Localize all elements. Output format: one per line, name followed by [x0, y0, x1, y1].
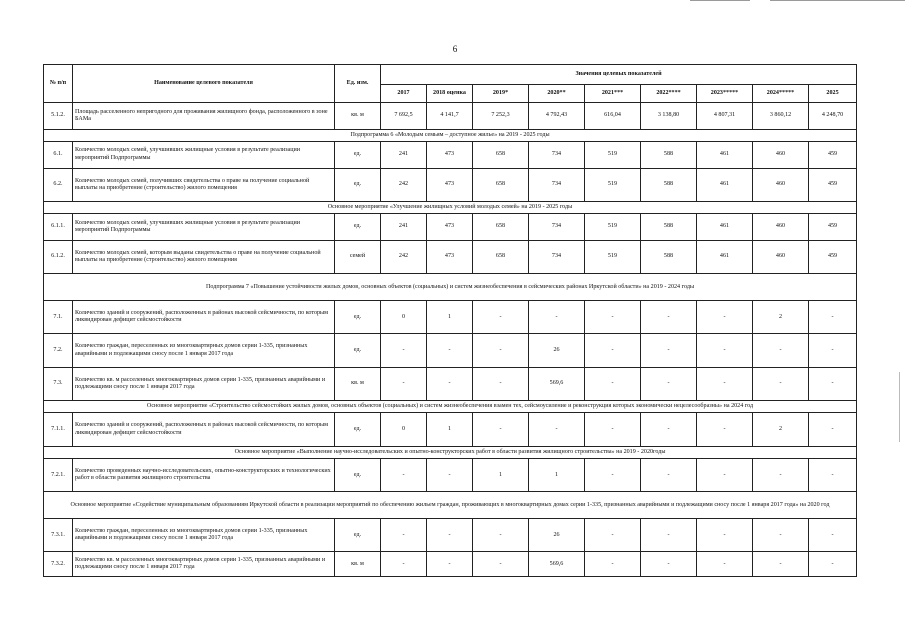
value-cell: 519	[585, 240, 641, 273]
value-cell: 616,04	[585, 103, 641, 130]
value-cell: 242	[381, 168, 427, 201]
value-cell: 461	[697, 214, 753, 241]
page-number: 6	[452, 44, 458, 54]
value-cell: -	[641, 301, 697, 334]
value-cell: -	[473, 301, 529, 334]
value-cell: 658	[473, 141, 529, 168]
subprogram-row	[44, 129, 857, 141]
value-cell: -	[473, 334, 529, 367]
row-number: 7.3.	[44, 367, 73, 400]
unit-cell: ед.	[335, 168, 381, 201]
value-cell: 734	[529, 214, 585, 241]
indicator-name: Количество молодых семей, которым выданы свидетельства о праве на получение социальной выплаты на приобретение (строительство) жилого помещения	[73, 240, 335, 273]
value-cell: 461	[697, 168, 753, 201]
header-year: 2025	[809, 85, 857, 103]
value-cell: 459	[809, 168, 857, 201]
table-row	[44, 214, 857, 241]
value-cell: 461	[697, 141, 753, 168]
value-cell: -	[753, 367, 809, 400]
table-row	[44, 240, 857, 273]
unit-cell: ед.	[335, 519, 381, 552]
page-top-edge	[690, 0, 750, 1]
activity-row	[44, 202, 857, 214]
value-cell: 588	[641, 141, 697, 168]
activity-row	[44, 492, 857, 519]
indicator-name: Площадь расселенного непригодного для проживания жилищного фонда, расположенного в зоне БАМа	[73, 103, 335, 130]
value-cell: -	[809, 519, 857, 552]
header-values-group: Значения целевых показателей	[381, 65, 857, 85]
value-cell: 473	[427, 141, 473, 168]
indicator-name: Количество зданий и сооружений, расположенных в районах высокой сейсмичности, по которым ликвидирован дефицит сейсмостойкости	[73, 301, 335, 334]
header-unit: Ед. изм.	[335, 65, 381, 103]
value-cell: -	[473, 367, 529, 400]
value-cell: -	[697, 519, 753, 552]
value-cell: 734	[529, 240, 585, 273]
table-row	[44, 141, 857, 168]
value-cell: -	[641, 413, 697, 446]
value-cell: 1	[529, 459, 585, 492]
indicator-name: Количество кв. м расселенных многоквартирных домов серии 1-335, признанных аварийными и подлежащими сносу после 1 января 2017 года	[73, 367, 335, 400]
value-cell: 3 138,80	[641, 103, 697, 130]
value-cell: -	[427, 519, 473, 552]
row-number: 6.1.1.	[44, 214, 73, 241]
value-cell: 241	[381, 141, 427, 168]
value-cell: 459	[809, 214, 857, 241]
table-row	[44, 519, 857, 552]
row-number: 5.1.2.	[44, 103, 73, 130]
page-top-edge	[770, 0, 905, 1]
value-cell: 734	[529, 141, 585, 168]
table-row	[44, 367, 857, 400]
table-row	[44, 168, 857, 201]
row-number: 7.1.	[44, 301, 73, 334]
value-cell: 569,6	[529, 552, 585, 577]
value-cell: 3 860,12	[753, 103, 809, 130]
unit-cell: кв. м	[335, 552, 381, 577]
value-cell: 460	[753, 214, 809, 241]
indicator-name: Количество кв. м расселенных многоквартирных домов серии 1-335, признанных аварийными и подлежащими сносу после 1 января 2017 года	[73, 552, 335, 577]
indicator-name: Количество проведенных научно-исследовательских, опытно-конструкторских и технологических работ в области развития жилищного строительства	[73, 459, 335, 492]
value-cell: 4 248,70	[809, 103, 857, 130]
value-cell: 519	[585, 141, 641, 168]
row-number: 7.1.1.	[44, 413, 73, 446]
value-cell: -	[381, 459, 427, 492]
value-cell: -	[427, 367, 473, 400]
activity-row	[44, 446, 857, 458]
value-cell: -	[697, 413, 753, 446]
value-cell: -	[697, 334, 753, 367]
value-cell: 473	[427, 214, 473, 241]
value-cell: -	[697, 301, 753, 334]
value-cell: 658	[473, 240, 529, 273]
unit-cell: семей	[335, 240, 381, 273]
row-number: 6.1.2.	[44, 240, 73, 273]
target-indicators-table	[43, 64, 857, 577]
table-row	[44, 413, 857, 446]
value-cell: -	[641, 367, 697, 400]
header-year: 2018 оценка	[427, 85, 473, 103]
value-cell: -	[753, 459, 809, 492]
value-cell: 658	[473, 214, 529, 241]
value-cell: 658	[473, 168, 529, 201]
value-cell: 26	[529, 519, 585, 552]
value-cell: 460	[753, 168, 809, 201]
subprogram-title: Подпрограмма 6 «Молодым семьям – доступное жилье» на 2019 - 2025 годы	[44, 129, 857, 141]
value-cell: -	[753, 552, 809, 577]
value-cell: 460	[753, 240, 809, 273]
table-row	[44, 103, 857, 130]
header-year: 2023*****	[697, 85, 753, 103]
value-cell: 0	[381, 301, 427, 334]
value-cell: 734	[529, 168, 585, 201]
value-cell: 4 792,43	[529, 103, 585, 130]
value-cell: -	[809, 367, 857, 400]
value-cell: -	[427, 552, 473, 577]
row-number: 6.1.	[44, 141, 73, 168]
activity-title: Основное мероприятие «Улучшение жилищных условий молодых семей» на 2019 - 2025 годы	[44, 202, 857, 214]
row-number: 6.2.	[44, 168, 73, 201]
value-cell: 519	[585, 214, 641, 241]
activity-title: Основное мероприятие «Содействие муниципальным образованиям Иркутской области в реализации мероприятий по обеспечению жильем граждан, проживающих в многоквартирных домах серии 1-335, признанных аварийными и подлежащими сносу после 1 января 2017 года» на 2020 год	[44, 492, 857, 519]
value-cell: -	[809, 334, 857, 367]
header-year: 2017	[381, 85, 427, 103]
value-cell: -	[641, 334, 697, 367]
value-cell: -	[529, 301, 585, 334]
value-cell: -	[809, 301, 857, 334]
value-cell: 241	[381, 214, 427, 241]
unit-cell: ед.	[335, 413, 381, 446]
value-cell: -	[529, 413, 585, 446]
value-cell: -	[427, 459, 473, 492]
binding-mark	[899, 372, 900, 442]
value-cell: 2	[753, 301, 809, 334]
value-cell: 1	[473, 459, 529, 492]
value-cell: -	[697, 459, 753, 492]
unit-cell: ед.	[335, 459, 381, 492]
value-cell: -	[585, 367, 641, 400]
indicator-name: Количество граждан, переселенных из многоквартирных домов серии 1-335, признанных аварийными и подлежащими сносу после 1 января 2017 года	[73, 519, 335, 552]
header-year: 2024*****	[753, 85, 809, 103]
value-cell: -	[381, 552, 427, 577]
value-cell: -	[427, 334, 473, 367]
value-cell: -	[809, 552, 857, 577]
table-row	[44, 334, 857, 367]
subprogram-row	[44, 274, 857, 301]
value-cell: 26	[529, 334, 585, 367]
value-cell: -	[381, 367, 427, 400]
value-cell: 569,6	[529, 367, 585, 400]
value-cell: 588	[641, 240, 697, 273]
value-cell: -	[473, 552, 529, 577]
value-cell: -	[473, 519, 529, 552]
value-cell: 0	[381, 413, 427, 446]
value-cell: -	[585, 413, 641, 446]
header-year: 2021***	[585, 85, 641, 103]
value-cell: -	[753, 334, 809, 367]
value-cell: 459	[809, 240, 857, 273]
row-number: 7.2.	[44, 334, 73, 367]
value-cell: 588	[641, 214, 697, 241]
value-cell: -	[697, 552, 753, 577]
row-number: 7.2.1.	[44, 459, 73, 492]
value-cell: -	[585, 552, 641, 577]
indicator-name: Количество граждан, переселенных из многоквартирных домов серии 1-335, признанных аварийными и подлежащими сносу после 1 января 2017 года	[73, 334, 335, 367]
value-cell: 473	[427, 168, 473, 201]
value-cell: 1	[427, 301, 473, 334]
value-cell: -	[753, 519, 809, 552]
value-cell: 242	[381, 240, 427, 273]
value-cell: 588	[641, 168, 697, 201]
subprogram-title: Подпрограмма 7 «Повышение устойчивости жилых домов, основных объектов (социальных) и систем жизнеобеспечения в сейсмических районах Иркутской области» на 2019 - 2024 годы	[44, 274, 857, 301]
value-cell: -	[809, 459, 857, 492]
header-year: 2022****	[641, 85, 697, 103]
header-num: № п/п	[44, 65, 73, 103]
row-number: 7.3.1.	[44, 519, 73, 552]
unit-cell: ед.	[335, 214, 381, 241]
table-row	[44, 301, 857, 334]
table-row	[44, 552, 857, 577]
activity-title: Основное мероприятие «Строительство сейсмостойких жилых домов, основных объектов (социальных) и систем жизнеобеспечения взамен тех, сейсмоусиление и реконструкция которых экономически нецелесообразны» на 2024 год	[44, 401, 857, 413]
value-cell: -	[381, 334, 427, 367]
value-cell: -	[473, 413, 529, 446]
unit-cell: ед.	[335, 334, 381, 367]
value-cell: 7 252,3	[473, 103, 529, 130]
value-cell: -	[809, 413, 857, 446]
indicator-name: Количество молодых семей, получивших свидетельства о праве на получение социальной выплаты на приобретение (строительство) жилого помещения	[73, 168, 335, 201]
unit-cell: кв. м	[335, 367, 381, 400]
indicator-name: Количество молодых семей, улучшивших жилищные условия в результате реализации мероприятий Подпрограммы	[73, 141, 335, 168]
value-cell: 7 692,5	[381, 103, 427, 130]
value-cell: -	[585, 459, 641, 492]
value-cell: -	[585, 519, 641, 552]
value-cell: 2	[753, 413, 809, 446]
value-cell: -	[381, 519, 427, 552]
activity-row	[44, 401, 857, 413]
value-cell: -	[585, 334, 641, 367]
value-cell: 461	[697, 240, 753, 273]
value-cell: 4 141,7	[427, 103, 473, 130]
value-cell: -	[697, 367, 753, 400]
header-name: Наименование целевого показателя	[73, 65, 335, 103]
table-row	[44, 459, 857, 492]
header-year: 2019*	[473, 85, 529, 103]
unit-cell: кв. м	[335, 103, 381, 130]
value-cell: 4 807,31	[697, 103, 753, 130]
value-cell: 519	[585, 168, 641, 201]
indicator-name: Количество зданий и сооружений, расположенных в районах высокой сейсмичности, по которым ликвидирован дефицит сейсмостойкости	[73, 413, 335, 446]
value-cell: 473	[427, 240, 473, 273]
value-cell: 459	[809, 141, 857, 168]
unit-cell: ед.	[335, 301, 381, 334]
value-cell: -	[585, 301, 641, 334]
row-number: 7.3.2.	[44, 552, 73, 577]
value-cell: -	[641, 519, 697, 552]
activity-title: Основное мероприятие «Выполнение научно-исследовательских и опытно-конструкторских работ в области развития жилищного строительства» на 2019 - 2020годы	[44, 446, 857, 458]
value-cell: -	[641, 459, 697, 492]
value-cell: 460	[753, 141, 809, 168]
indicator-name: Количество молодых семей, улучшивших жилищные условия в результате реализации мероприятий Подпрограммы	[73, 214, 335, 241]
unit-cell: ед.	[335, 141, 381, 168]
value-cell: -	[641, 552, 697, 577]
header-year: 2020**	[529, 85, 585, 103]
value-cell: 1	[427, 413, 473, 446]
